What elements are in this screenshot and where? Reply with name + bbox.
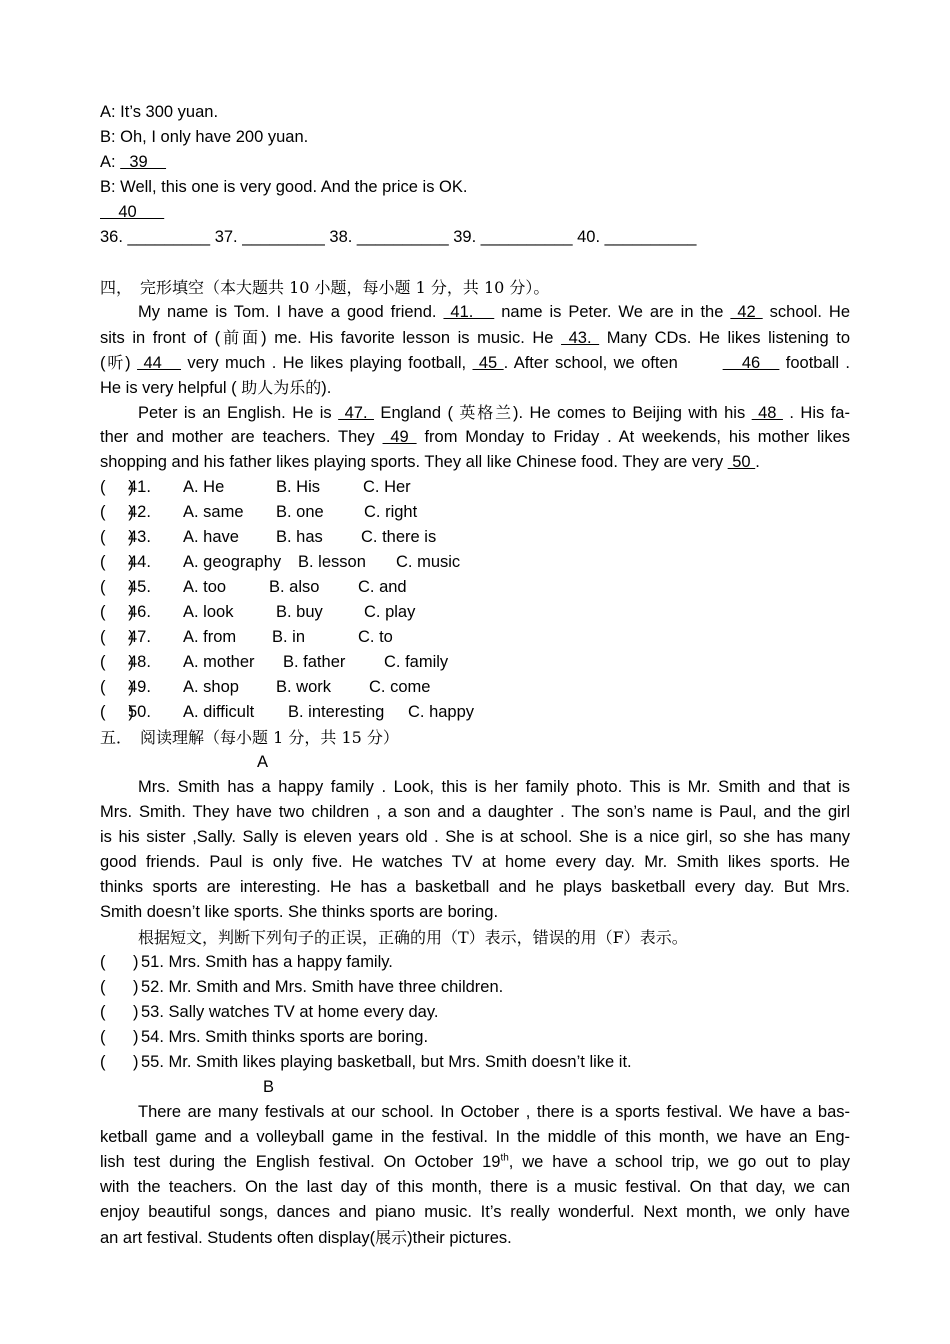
option-b: B. also: [269, 578, 320, 596]
option-b: B. His: [276, 478, 321, 496]
dialogue-line: B: Well, this one is very good. And the price is OK.: [100, 178, 468, 196]
section-4-heading: 四， 完形填空（本大题共 10 小题，每小题 1 分，共 10 分）。: [100, 278, 550, 297]
tf-row: [100, 1025, 850, 1050]
question-number: 49.: [128, 678, 151, 696]
blank-40: 40: [100, 203, 165, 221]
passage-line: shopping and his father likes playing sports. They all like Chinese food. They are very 50 .: [100, 453, 760, 471]
option-a: A. shop: [183, 678, 239, 696]
tf-row: [100, 975, 850, 1000]
option-a: A. too: [183, 578, 227, 596]
option-c: C. to: [358, 628, 393, 646]
passage-line: sits in front of (前面) me. His favorite lesson is music. He 43. Many CDs. He likes listening to: [100, 328, 850, 347]
tf-statement: 52. Mr. Smith and Mrs. Smith have three children.: [141, 978, 504, 996]
question-number: 50.: [128, 703, 151, 721]
answer-paren[interactable]: ( ): [100, 703, 134, 721]
option-b: B. buy: [276, 603, 323, 621]
exam-page: [100, 100, 850, 1250]
question-row: [100, 700, 850, 725]
passage-line: an art festival. Students often display(展示)their pictures.: [100, 1228, 512, 1247]
passage-line: with the teachers. On the last day of this month, there is a music festival. On that day, we can: [100, 1178, 850, 1196]
dialogue-line: A: It’s 300 yuan.: [100, 103, 219, 121]
passage-line: thinks sports are interesting. He has a basketball and he plays basketball every day. But Mrs.: [100, 878, 850, 896]
question-number: 41.: [128, 478, 151, 496]
question-row: [100, 475, 850, 500]
dialogue-line: [100, 150, 850, 175]
answer-paren[interactable]: ( ): [100, 553, 134, 571]
option-a: A. He: [183, 478, 225, 496]
option-a: A. have: [183, 528, 239, 546]
passage-a: [100, 775, 850, 925]
blank-46: 46: [722, 354, 780, 372]
passage-a-label: A: [257, 753, 269, 771]
option-b: B. one: [276, 503, 324, 521]
option-b: B. work: [276, 678, 332, 696]
answer-paren[interactable]: ( ): [100, 578, 134, 596]
question-row: [100, 500, 850, 525]
question-row: [100, 625, 850, 650]
dialogue-line: B: Oh, I only have 200 yuan.: [100, 128, 309, 146]
answer-paren[interactable]: ( ): [100, 978, 139, 996]
blank-43: 43.: [561, 329, 600, 347]
answer-paren[interactable]: ( ): [100, 678, 134, 696]
answer-paren[interactable]: ( ): [100, 1028, 139, 1046]
answer-paren[interactable]: ( ): [100, 603, 134, 621]
answer-paren[interactable]: ( ): [100, 1003, 139, 1021]
passage-line: lish test during the English festival. On October 19th, we have a school trip, we go out to play: [100, 1152, 850, 1171]
question-row: [100, 550, 850, 575]
passage-line: ketball game and a volleyball game in the festival. In the middle of this month, we have an Eng-: [100, 1128, 850, 1146]
answer-paren[interactable]: ( ): [100, 628, 134, 646]
option-c: C. Her: [363, 478, 411, 496]
blank-39: 39: [120, 153, 167, 171]
passage-line: He is very helpful ( 助人为乐的).: [100, 378, 332, 397]
question-number: 42.: [128, 503, 151, 521]
question-row: [100, 650, 850, 675]
option-a: A. same: [183, 503, 244, 521]
passage-line: My name is Tom. I have a good friend. 41. name is Peter. We are in the 42 school. He: [138, 303, 850, 321]
blank-48: 48: [751, 404, 783, 422]
option-b: B. interesting: [288, 703, 385, 721]
option-c: C. there is: [361, 528, 437, 546]
blank-41: 41.: [443, 303, 495, 321]
true-false-list: [100, 950, 850, 1075]
passage-line: enjoy beautiful songs, dances and piano music. It’s really wonderful. Next month, we only have: [100, 1203, 850, 1221]
option-b: B. lesson: [298, 553, 366, 571]
passage-line: Mrs. Smith has a happy family . Look, this is her family photo. This is Mr. Smith and that is: [138, 778, 850, 796]
multiple-choice-list: [100, 475, 850, 725]
question-number: 45.: [128, 578, 151, 596]
passage-b-label: B: [263, 1078, 275, 1096]
passage-line: Peter is an English. He is 47. England ( 英格兰). He comes to Beijing with his 48 . His fa-: [138, 403, 850, 422]
blank-50: 50: [727, 453, 756, 471]
tf-row: [100, 1000, 850, 1025]
question-number: 46.: [128, 603, 151, 621]
section-5-heading: 五． 阅读理解（每小题 1 分，共 15 分）: [100, 728, 399, 747]
passage-line: There are many festivals at our school. In October , there is a sports festival. We have a bas-: [138, 1103, 850, 1121]
question-row: [100, 525, 850, 550]
tf-statement: 54. Mrs. Smith thinks sports are boring.: [141, 1028, 429, 1046]
passage-line: (听) 44 very much . He likes playing football, 45 . After school, we often 46 football .: [100, 353, 850, 372]
blank-42: 42: [730, 303, 763, 321]
dialogue-line: [100, 200, 850, 225]
option-a: A. from: [183, 628, 237, 646]
answer-paren[interactable]: ( ): [100, 478, 134, 496]
option-a: A. look: [183, 603, 234, 621]
blank-45: 45: [472, 354, 504, 372]
question-number: 44.: [128, 553, 151, 571]
question-row: [100, 575, 850, 600]
answer-paren[interactable]: ( ): [100, 653, 134, 671]
passage-line: ther and mother are teachers. They 49 from Monday to Friday . At weekends, his mother likes: [100, 428, 851, 446]
option-c: C. and: [358, 578, 407, 596]
question-row: [100, 675, 850, 700]
answer-paren[interactable]: ( ): [100, 953, 139, 971]
passage-line: is his sister ,Sally. Sally is eleven years old . She is at school. She is a nice girl, so she has many: [100, 828, 850, 846]
passage-line: good friends. Paul is only five. He watches TV at home every day. Mr. Smith likes sports. He: [100, 853, 850, 871]
tf-statement: 53. Sally watches TV at home every day.: [141, 1003, 439, 1021]
option-c: C. family: [384, 653, 449, 671]
tf-statement: 55. Mr. Smith likes playing basketball, but Mrs. Smith doesn’t like it.: [141, 1053, 632, 1071]
option-b: B. has: [276, 528, 323, 546]
tf-row: [100, 950, 850, 975]
dialogue-speaker: A:: [100, 153, 121, 171]
passage-line: Mrs. Smith. They have two children , a son and a daughter . The son’s name is Paul, and the girl: [100, 803, 850, 821]
passage-line: Smith doesn’t like sports. She thinks sports are boring.: [100, 903, 499, 921]
option-a: A. mother: [183, 653, 255, 671]
blank-44: 44: [137, 354, 181, 372]
tf-statement: 51. Mrs. Smith has a happy family.: [141, 953, 393, 971]
option-c: C. play: [364, 603, 416, 621]
question-number: 48.: [128, 653, 151, 671]
tf-instruction: 根据短文，判断下列句子的正误，正确的用（T）表示，错误的用（F）表示。: [138, 928, 688, 947]
option-a: A. geography: [183, 553, 282, 571]
spacer: [100, 250, 850, 275]
question-row: [100, 600, 850, 625]
question-number: 47.: [128, 628, 151, 646]
option-c: C. right: [364, 503, 418, 521]
answer-paren[interactable]: ( ): [100, 1053, 139, 1071]
option-c: C. music: [396, 553, 461, 571]
option-a: A. difficult: [183, 703, 255, 721]
answer-paren[interactable]: ( ): [100, 503, 134, 521]
option-b: B. in: [272, 628, 306, 646]
option-b: B. father: [283, 653, 346, 671]
tf-row: [100, 1050, 850, 1075]
option-c: C. come: [369, 678, 431, 696]
option-c: C. happy: [408, 703, 475, 721]
blank-49: 49: [382, 428, 417, 446]
answer-blanks: 36. _________ 37. _________ 38. __________ 39. __________ 40. __________: [100, 228, 697, 246]
blank-47: 47.: [338, 404, 374, 422]
question-number: 43.: [128, 528, 151, 546]
answer-paren[interactable]: ( ): [100, 528, 134, 546]
